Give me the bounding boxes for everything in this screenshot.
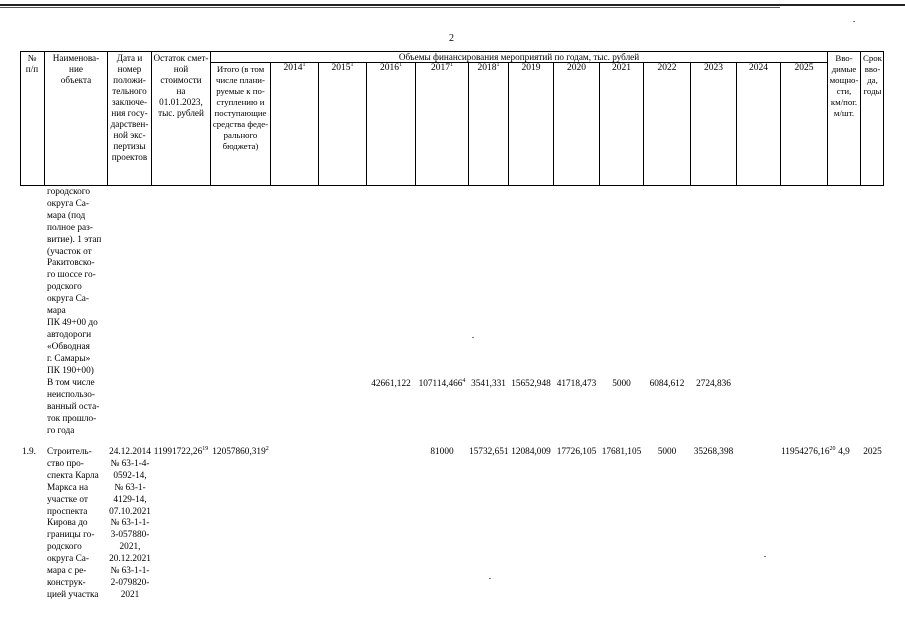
grid-line (415, 62, 416, 186)
header-number: № п/п (25, 53, 39, 74)
row-object-name: Строитель- ство про- спекта Карла Маркса на участке от проспекта Кирова до границы го- родского округа Са- мара с ре- конструк- цией участка (47, 447, 99, 600)
grid-line (270, 62, 271, 186)
header-capacity: Вво- димые мощно- сти, км/пог. м/шт. (829, 53, 859, 118)
grid-line (553, 62, 554, 186)
row-number: 1.9. (22, 447, 36, 457)
scan-speck (764, 556, 766, 557)
header-year-2023: 2023 (704, 63, 723, 73)
unused-2019: 15652,948 (511, 379, 551, 389)
grid-line (468, 62, 469, 186)
row-2020: 17726,105 (556, 447, 597, 457)
row-2021: 17681,105 (601, 447, 642, 457)
row-term: 2025 (863, 447, 882, 457)
row-expertise-dates: 24.12.2014 № 63-1-4- 0592-14, № 63-1- 4129-14, 07.10.2021 № 63-1-1- 3-057880- 2021, 20.12.2021 № 63-1-1- 2-079820- 2021 (109, 447, 151, 600)
unused-2020: 41718,473 (556, 379, 597, 389)
row-total: 12057860,319$^2$ (212, 445, 269, 457)
page-number: 2 (449, 33, 454, 44)
scan-speck (853, 21, 855, 22)
unused-balance-label: В том числе неиспользо- ванный оста- ток прошло- го года (47, 378, 100, 436)
row-2022: 5000 (657, 447, 677, 457)
grid-line (736, 62, 737, 186)
grid-line (599, 62, 600, 186)
grid-line (780, 62, 781, 186)
unused-2017: 107114,466$^4$ (418, 377, 466, 389)
header-year-2014: 2014$^1$ (283, 61, 306, 73)
row-2023: 35268,398 (693, 447, 734, 457)
row-balance: 11991722,26$^{19}$ (153, 445, 209, 457)
row-capacity: 4,9 (838, 447, 850, 457)
row-2019: 12084,009 (511, 447, 551, 457)
header-year-2020: 2020 (567, 63, 586, 73)
unused-2023: 2724,836 (696, 379, 731, 389)
scan-speck (472, 337, 474, 338)
unused-2022: 6084,612 (649, 379, 685, 389)
row-2018: 15732,651 (469, 447, 509, 457)
grid-line (508, 62, 509, 186)
header-year-2022: 2022 (657, 63, 677, 73)
header-year-2015: 2015$^1$ (331, 61, 354, 73)
header-year-2018: 2018$^1$ (477, 61, 500, 73)
row-2017: 81000 (430, 447, 454, 457)
unused-2021: 5000 (612, 379, 631, 389)
header-balance: Остаток смет- ной стоимости на 01.01.2023, тыс. рублей (153, 53, 209, 118)
grid-line (643, 62, 644, 186)
header-year-2017: 2017$^1$ (431, 61, 453, 73)
row-2025: 11954276,16$^{20}$ (781, 445, 836, 457)
header-year-2016: 2016$^1$ (380, 61, 402, 73)
header-object-name: Наименова- ние объекта (52, 53, 100, 85)
scan-speck (489, 578, 491, 579)
scan-top-rule-thin (0, 7, 780, 8)
continued-object-name: городского округа Са- мара (под полное раз- витие). 1 этап (участок от Ракитовско- го шоссе го- родского округа Са- мара ПК 49+00 до автодороги «Обводная г. Самары» ПК 190+00) (47, 187, 102, 376)
header-year-2024: 2024 (749, 63, 768, 73)
grid-line (690, 62, 691, 186)
grid-line (318, 62, 319, 186)
header-term: Срок вво- да, годы (863, 53, 882, 96)
header-year-2021: 2021 (612, 63, 631, 73)
header-total: Итого (в том числе плани- руемые к по- ступлению и поступающие средства феде- рального бюджета) (212, 64, 269, 151)
header-year-2025: 2025 (794, 63, 814, 73)
header-year-2019: 2019 (521, 63, 541, 73)
unused-2018: 3541,331 (471, 379, 506, 389)
scan-top-rule (0, 4, 905, 6)
unused-2016: 42661,122 (371, 379, 411, 389)
header-funding-group: Объемы финансирования мероприятий по годам, тыс. рублей (398, 52, 640, 62)
grid-line (366, 62, 367, 186)
header-expertise-date: Дата и номер положи- тельного заключе- ния госу- дарствен- ной экс- пертизы проектов (110, 53, 149, 162)
